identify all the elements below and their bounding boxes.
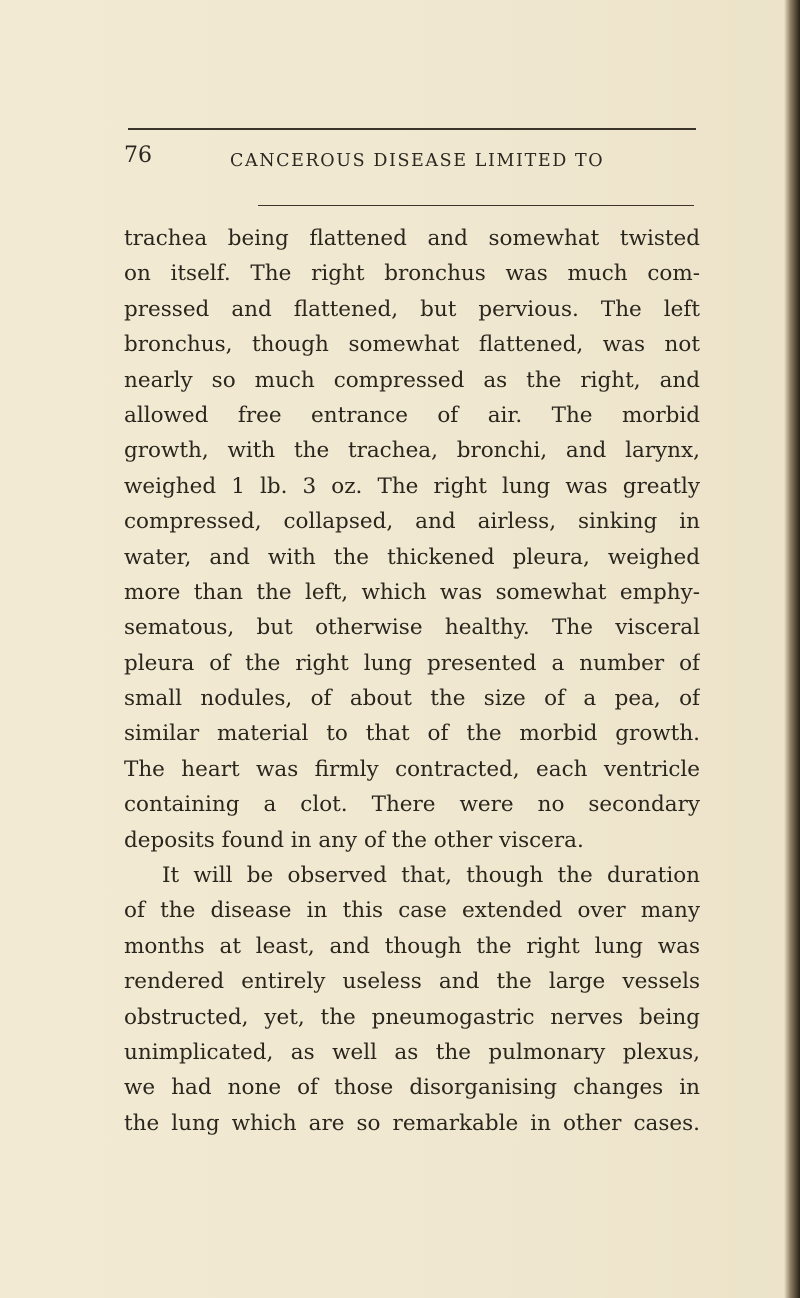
body-text: [124, 221, 700, 1141]
page-number: 76: [124, 143, 152, 168]
text-line: water, and with the thickened pleura, weighed: [124, 544, 700, 570]
page-edge-shadow: [784, 0, 800, 1298]
text-line: the lung which are so remarkable in other cases.: [124, 1110, 700, 1136]
text-line: of the disease in this case extended over many: [124, 898, 700, 924]
running-head: CANCEROUS DISEASE LIMITED TO: [230, 151, 605, 171]
text-line: similar material to that of the morbid growth.: [124, 721, 700, 747]
header-bottom-rule: [258, 205, 694, 206]
text-line: we had none of those disorganising changes in: [124, 1075, 700, 1101]
header-top-rule: [128, 128, 696, 130]
text-line: rendered entirely useless and the large vessels: [124, 969, 700, 995]
text-line: The heart was firmly contracted, each ventricle: [124, 756, 700, 782]
text-line: pleura of the right lung presented a number of: [124, 650, 700, 676]
text-line: bronchus, though somewhat flattened, was not: [124, 332, 700, 358]
text-line: nearly so much compressed as the right, and: [124, 367, 700, 393]
text-line: more than the left, which was somewhat emphy-: [124, 579, 700, 605]
text-line: growth, with the trachea, bronchi, and larynx,: [124, 438, 700, 464]
text-line: trachea being flattened and somewhat twisted: [124, 226, 700, 251]
text-line: sematous, but otherwise healthy. The visceral: [124, 615, 700, 641]
text-line: allowed free entrance of air. The morbid: [124, 402, 700, 428]
text-line: compressed, collapsed, and airless, sinking in: [124, 509, 700, 535]
text-line: small nodules, of about the size of a pea, of: [124, 686, 700, 712]
text-line: months at least, and though the right lung was: [124, 933, 700, 959]
text-line: unimplicated, as well as the pulmonary plexus,: [124, 1039, 700, 1065]
text-line: It will be observed that, though the duration: [162, 863, 700, 889]
text-line: containing a clot. There were no secondary: [124, 792, 700, 818]
text-line: deposits found in any of the other viscera.: [124, 827, 584, 853]
text-line: pressed and flattened, but pervious. The left: [124, 296, 700, 322]
text-line: obstructed, yet, the pneumogastric nerves being: [124, 1004, 700, 1030]
text-line: weighed 1 lb. 3 oz. The right lung was greatly: [124, 473, 700, 499]
text-line: on itself. The right bronchus was much com-: [124, 261, 700, 287]
